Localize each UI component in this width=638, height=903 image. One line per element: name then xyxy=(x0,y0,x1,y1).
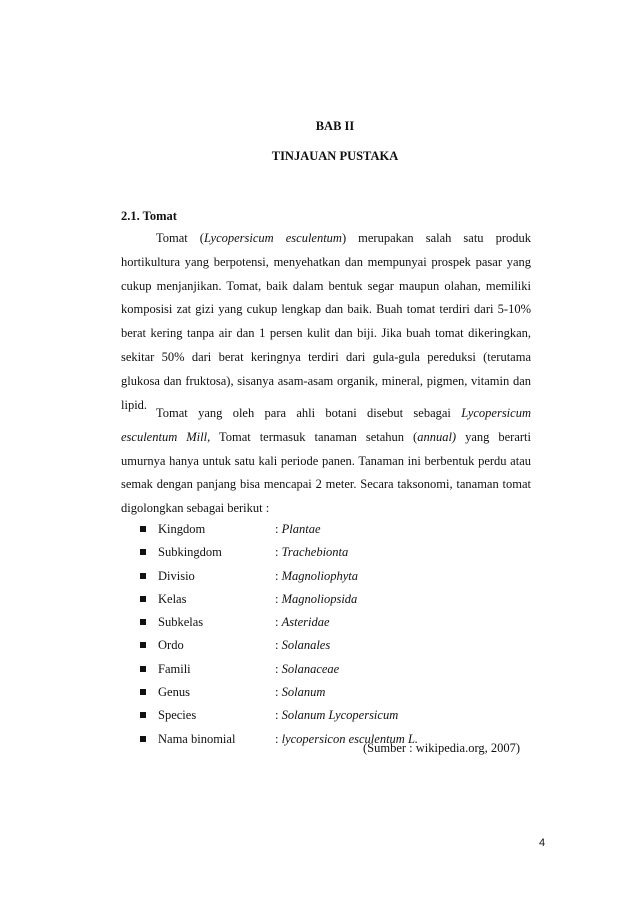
taxonomy-rank: Ordo xyxy=(158,638,184,653)
square-bullet-icon xyxy=(140,549,146,555)
text-run: ) merupakan salah satu produk hortikultura yang berpotensi, menyehatkan dan mempunyai prospek pasar yang cukup menjanjikan. Tomat, baik dalam bentuk segar maupun olahan, memiliki komposisi zat gizi yang cukup lengkap dan baik. Buah tomat terdiri dari 5-10% berat kering tanpa air dan 1 persen kulit dan biji. Jika buah tomat dikeringkan, sekitar 50% dari berat keringnya terdiri dari gula-gula pereduksi (terutama glukosa dan fruktosa), sisanya asam-asam organik, mineral, pigmen, vitamin dan lipid. xyxy=(121,231,531,412)
text-run: Tomat ( xyxy=(156,231,204,245)
taxonomy-value: : Solanum Lycopersicum xyxy=(275,708,399,723)
italic-run: annual) xyxy=(417,429,457,444)
chapter-heading: BAB II xyxy=(315,119,355,133)
paragraph-1 xyxy=(121,227,531,417)
square-bullet-icon xyxy=(140,596,146,602)
taxonomy-rank: Subkingdom xyxy=(158,545,222,560)
taxonomy-value: : Magnoliopsida xyxy=(275,591,358,606)
taxonomy-value: : Plantae xyxy=(275,522,321,536)
taxonomy-value: : Solanum xyxy=(275,685,326,700)
section-heading: 2.1. Tomat xyxy=(121,209,177,223)
taxonomy-value: : Solanales xyxy=(275,638,331,653)
taxonomy-rank: Nama binomial xyxy=(158,731,236,746)
text-run: , Tomat termasuk tanaman setahun ( xyxy=(207,429,418,444)
taxonomy-value: : Trachebionta xyxy=(275,545,349,560)
page-number: 4 xyxy=(539,837,546,849)
taxonomy-rank: Kelas xyxy=(158,591,187,606)
taxonomy-value: : Asteridae xyxy=(275,615,330,630)
taxonomy-value: : lycopersicon esculentum L. xyxy=(275,731,419,746)
text-run: Tomat yang oleh para ahli botani disebut sebagai xyxy=(156,406,462,420)
taxonomy-rank: Species xyxy=(158,708,197,723)
taxonomy-rank: Kingdom xyxy=(158,522,206,536)
taxonomy-value: : Solanaceae xyxy=(275,661,340,676)
taxonomy-value: : Magnoliophyta xyxy=(275,568,358,583)
source-citation: (Sumber : wikipedia.org, 2007) xyxy=(363,741,521,755)
taxonomy-rank: Famili xyxy=(158,661,191,676)
square-bullet-icon xyxy=(140,619,146,625)
chapter-title: TINJAUAN PUSTAKA xyxy=(271,149,399,163)
square-bullet-icon xyxy=(140,573,146,579)
square-bullet-icon xyxy=(140,712,146,718)
square-bullet-icon xyxy=(140,642,146,648)
paragraph-2 xyxy=(121,402,531,521)
taxonomy-rank: Divisio xyxy=(158,568,195,583)
text-run: yang berarti umurnya hanya untuk satu kali periode panen. Tanaman ini berbentuk perdu atau semak dengan panjang bisa mencapai 2 meter. Secara taksonomi, tanaman tomat digolongkan sebagai berikut : xyxy=(121,429,531,516)
square-bullet-icon xyxy=(140,736,146,742)
italic-run: Lycopersicum esculentum Mill xyxy=(121,406,531,444)
square-bullet-icon xyxy=(140,666,146,672)
taxonomy-rank: Genus xyxy=(158,685,190,700)
taxonomy-rank: Subkelas xyxy=(158,615,204,630)
italic-run: Lycopersicum esculentum xyxy=(203,231,342,245)
square-bullet-icon xyxy=(140,526,146,532)
square-bullet-icon xyxy=(140,689,146,695)
